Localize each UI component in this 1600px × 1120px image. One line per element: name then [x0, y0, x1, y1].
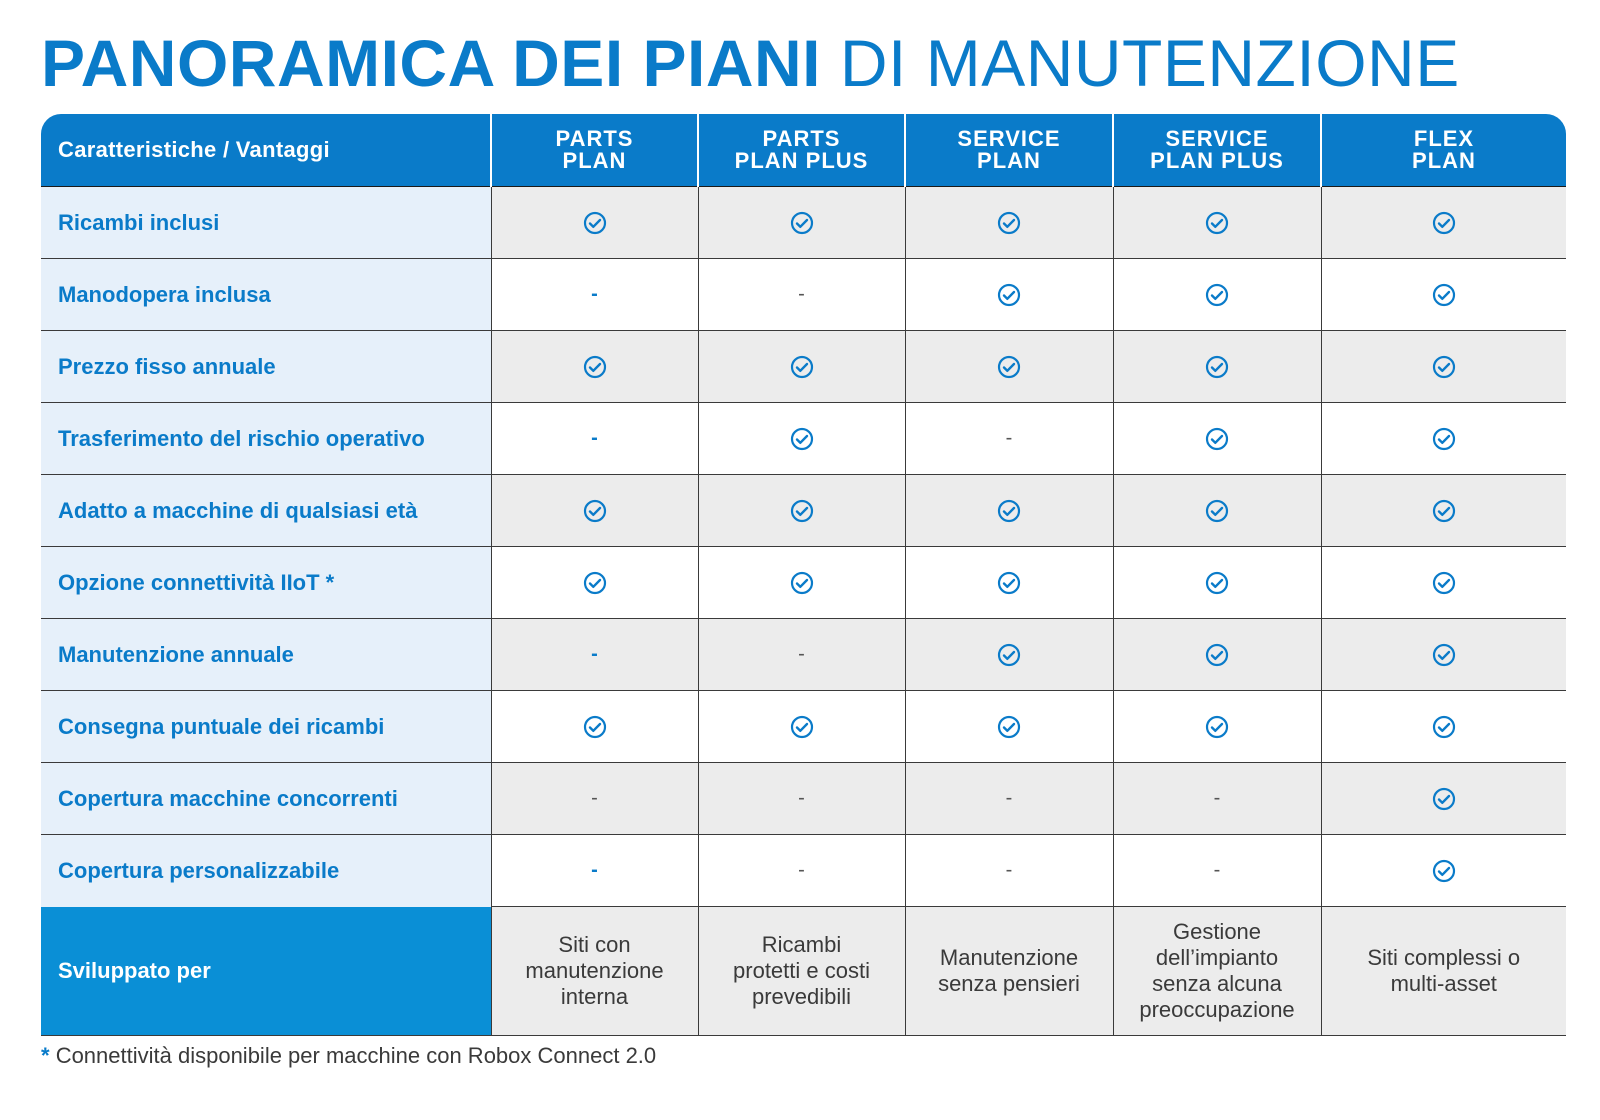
cell-service-plan-plus: [1113, 187, 1321, 259]
cell-parts-plan: [491, 187, 698, 259]
cell-service-plan: [905, 835, 1113, 907]
page-title: [41, 28, 1460, 98]
check-circle-icon: [997, 715, 1021, 739]
check-circle-icon: [997, 355, 1021, 379]
cell-flex-plan: [1321, 475, 1566, 547]
cell-service-plan-plus: [1113, 619, 1321, 691]
cell-service-plan: [905, 331, 1113, 403]
check-circle-icon: [1432, 715, 1456, 739]
dash-icon: -: [798, 859, 805, 881]
cell-service-plan: [905, 187, 1113, 259]
dash-icon: -: [591, 427, 598, 449]
check-circle-icon: [790, 355, 814, 379]
check-circle-icon: [583, 499, 607, 523]
dash-icon: -: [591, 859, 598, 881]
check-circle-icon: [1432, 355, 1456, 379]
check-circle-icon: [1432, 787, 1456, 811]
check-circle-icon: [583, 211, 607, 235]
plan-header-label: PARTS PLAN PLUS: [734, 126, 869, 173]
cell-parts-plan: [491, 763, 698, 835]
check-circle-icon: [583, 715, 607, 739]
table-row: [41, 835, 1566, 907]
cell-parts-plan: [491, 547, 698, 619]
cell-service-plan-plus: [1113, 403, 1321, 475]
cell-service-plan-plus: [1113, 331, 1321, 403]
check-circle-icon: [997, 211, 1021, 235]
table-row: [41, 187, 1566, 259]
cell-service-plan: [905, 547, 1113, 619]
cell-flex-plan: [1321, 331, 1566, 403]
developed-for-label: Sviluppato per: [41, 907, 491, 1036]
cell-parts-plan-plus: [698, 763, 905, 835]
plans-comparison-table: [41, 114, 1566, 1036]
dash-icon: -: [591, 787, 598, 809]
check-circle-icon: [1205, 499, 1229, 523]
cell-service-plan-plus: [1113, 763, 1321, 835]
feature-label: Opzione connettività IIoT *: [41, 547, 491, 619]
footnote-star: *: [41, 1043, 50, 1068]
plan-header-label: PARTS PLAN: [555, 126, 634, 173]
check-circle-icon: [1205, 355, 1229, 379]
check-circle-icon: [790, 715, 814, 739]
cell-parts-plan: [491, 835, 698, 907]
cell-service-plan-plus: [1113, 547, 1321, 619]
cell-parts-plan-plus: [698, 691, 905, 763]
check-circle-icon: [1205, 427, 1229, 451]
cell-service-plan-plus: [1113, 259, 1321, 331]
cell-parts-plan: [491, 475, 698, 547]
cell-parts-plan: [491, 691, 698, 763]
cell-service-plan: [905, 763, 1113, 835]
cell-service-plan-plus: [1113, 691, 1321, 763]
check-circle-icon: [790, 211, 814, 235]
developed-for-service-plan-plus: Gestione dell’impianto senza alcuna preoccupazione: [1113, 907, 1321, 1036]
table-row: [41, 259, 1566, 331]
cell-flex-plan: [1321, 403, 1566, 475]
table-header-row: [41, 114, 1566, 187]
table-row: [41, 475, 1566, 547]
check-circle-icon: [1432, 283, 1456, 307]
cell-flex-plan: [1321, 187, 1566, 259]
footnote: [41, 1043, 656, 1069]
cell-parts-plan-plus: [698, 547, 905, 619]
cell-flex-plan: [1321, 259, 1566, 331]
check-circle-icon: [1432, 571, 1456, 595]
feature-label: Ricambi inclusi: [41, 187, 491, 259]
table-row: [41, 547, 1566, 619]
cell-parts-plan: [491, 259, 698, 331]
table-row: [41, 691, 1566, 763]
developed-for-row: [41, 907, 1566, 1036]
check-circle-icon: [1205, 571, 1229, 595]
cell-flex-plan: [1321, 619, 1566, 691]
check-circle-icon: [1432, 211, 1456, 235]
cell-service-plan-plus: [1113, 475, 1321, 547]
feature-label: Copertura macchine concorrenti: [41, 763, 491, 835]
check-circle-icon: [790, 571, 814, 595]
check-circle-icon: [790, 427, 814, 451]
cell-service-plan-plus: [1113, 835, 1321, 907]
table-row: [41, 619, 1566, 691]
dash-icon: -: [798, 787, 805, 809]
cell-parts-plan-plus: [698, 835, 905, 907]
check-circle-icon: [1205, 643, 1229, 667]
page-title-light: DI MANUTENZIONE: [839, 26, 1460, 100]
check-circle-icon: [1432, 859, 1456, 883]
feature-label: Manodopera inclusa: [41, 259, 491, 331]
check-circle-icon: [1432, 427, 1456, 451]
cell-service-plan: [905, 691, 1113, 763]
check-circle-icon: [1432, 499, 1456, 523]
dash-icon: -: [591, 283, 598, 305]
developed-for-parts-plan: Siti con manutenzione interna: [491, 907, 698, 1036]
cell-parts-plan-plus: [698, 187, 905, 259]
feature-label: Copertura personalizzabile: [41, 835, 491, 907]
dash-icon: -: [798, 643, 805, 665]
cell-parts-plan-plus: [698, 403, 905, 475]
cell-flex-plan: [1321, 835, 1566, 907]
feature-column-header: Caratteristiche / Vantaggi: [41, 114, 491, 187]
check-circle-icon: [997, 571, 1021, 595]
check-circle-icon: [997, 283, 1021, 307]
dash-icon: -: [1213, 787, 1221, 809]
cell-service-plan: [905, 403, 1113, 475]
table-row: [41, 331, 1566, 403]
cell-parts-plan-plus: [698, 331, 905, 403]
dash-icon: -: [1213, 859, 1221, 881]
dash-icon: -: [591, 643, 598, 665]
plan-header-service-plan-plus: [1113, 114, 1321, 187]
plan-header-parts-plan: [491, 114, 698, 187]
plan-header-flex-plan: [1321, 114, 1566, 187]
feature-label: Trasferimento del rischio operativo: [41, 403, 491, 475]
developed-for-flex-plan: Siti complessi o multi-asset: [1321, 907, 1566, 1036]
check-circle-icon: [997, 499, 1021, 523]
check-circle-icon: [790, 499, 814, 523]
check-circle-icon: [997, 643, 1021, 667]
dash-icon: -: [1005, 859, 1013, 881]
plan-header-label: SERVICE PLAN: [957, 126, 1061, 173]
footnote-text: Connettività disponibile per macchine con Robox Connect 2.0: [55, 1043, 657, 1068]
table-row: [41, 403, 1566, 475]
table-row: [41, 763, 1566, 835]
dash-icon: -: [798, 283, 805, 305]
cell-flex-plan: [1321, 547, 1566, 619]
developed-for-parts-plan-plus: Ricambi protetti e costi prevedibili: [698, 907, 905, 1036]
cell-flex-plan: [1321, 763, 1566, 835]
developed-for-service-plan: Manutenzione senza pensieri: [905, 907, 1113, 1036]
page-title-bold: PANORAMICA DEI PIANI: [41, 26, 822, 100]
check-circle-icon: [1205, 211, 1229, 235]
feature-label: Adatto a macchine di qualsiasi età: [41, 475, 491, 547]
cell-flex-plan: [1321, 691, 1566, 763]
feature-label: Manutenzione annuale: [41, 619, 491, 691]
check-circle-icon: [1205, 715, 1229, 739]
cell-service-plan: [905, 259, 1113, 331]
check-circle-icon: [583, 355, 607, 379]
cell-service-plan: [905, 619, 1113, 691]
cell-parts-plan-plus: [698, 475, 905, 547]
plan-header-label: FLEX PLAN: [1412, 126, 1476, 173]
feature-label: Consegna puntuale dei ricambi: [41, 691, 491, 763]
dash-icon: -: [1005, 787, 1013, 809]
check-circle-icon: [1432, 643, 1456, 667]
plan-header-service-plan: [905, 114, 1113, 187]
cell-parts-plan-plus: [698, 259, 905, 331]
cell-parts-plan: [491, 403, 698, 475]
cell-parts-plan: [491, 619, 698, 691]
plan-header-label: SERVICE PLAN PLUS: [1150, 126, 1284, 173]
cell-service-plan: [905, 475, 1113, 547]
check-circle-icon: [583, 571, 607, 595]
check-circle-icon: [1205, 283, 1229, 307]
cell-parts-plan: [491, 331, 698, 403]
plan-header-parts-plan-plus: [698, 114, 905, 187]
feature-label: Prezzo fisso annuale: [41, 331, 491, 403]
cell-parts-plan-plus: [698, 619, 905, 691]
dash-icon: -: [1005, 427, 1013, 449]
